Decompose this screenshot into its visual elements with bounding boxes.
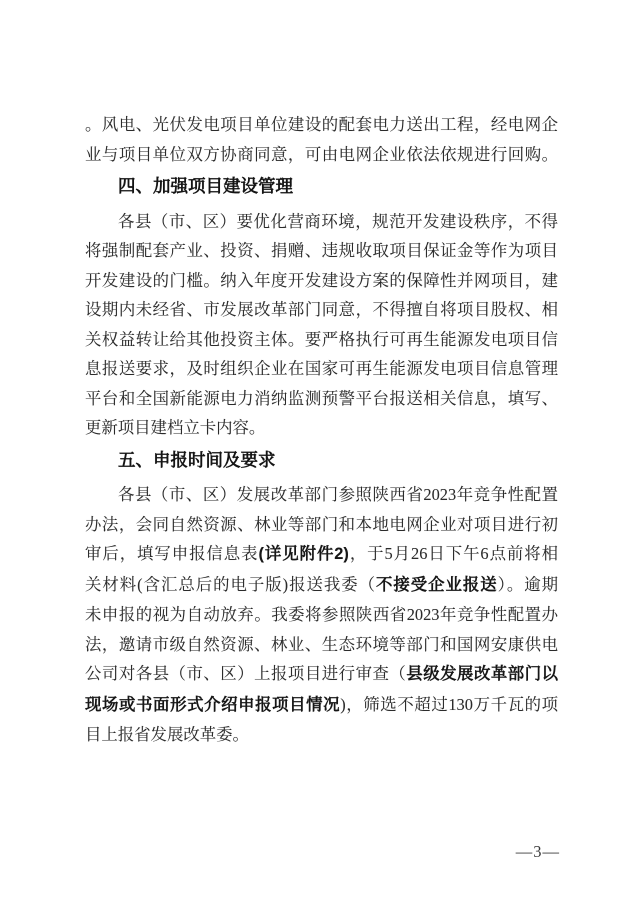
text-run: 法，邀请市级自然资源、林业、生态环境等部门和国网安康供电 [85,634,558,654]
text-line [85,295,558,325]
text-line [85,384,558,414]
text-run: 关权益转让给其他投资主体。要严格执行可再生能源发电项目信 [85,329,558,349]
text-run: ，于5月26日下午6点前将相 [348,544,559,563]
text-line [85,110,558,140]
bold-text-run: 县级发展改革部门以 [406,665,559,683]
text-run: 开发建设的门槛。纳入年度开发建设方案的保障性并网项目，建 [85,270,558,290]
paragraph [85,110,558,169]
text-run: 将强制配套产业、投资、捐赠、违规收取项目保证金等作为项目 [85,241,558,260]
text-line [85,720,558,750]
text-run: 关材料(含汇总后的电子版)报送我委（ [85,574,376,594]
text-run: 业与项目单位双方协商同意，可由电网企业依法依规进行回购。 [85,144,558,164]
page-number: —3— [515,842,560,861]
section-heading: 五、申报时间及要求 [118,449,276,470]
text-line [85,354,558,384]
text-line [85,690,558,721]
text-run: 审后，填写申报信息表 [85,544,259,563]
text-line [85,236,558,266]
text-run: 目上报省发展改革委。 [85,725,249,744]
text-line [85,510,558,540]
text-run: 设期内未经省、市发展改革部门同意，不得擅自将项目股权、相 [85,300,558,319]
text-line [85,140,558,170]
paragraph [85,207,558,443]
paragraph [85,480,558,750]
text-line [85,570,558,601]
text-line [85,480,558,510]
text-run: 。风电、光伏发电项目单位建设的配套电力送出工程，经电网企 [85,115,558,134]
text-line [85,539,558,570]
text-run: 各县（市、区）发展改革部门参照陕西省2023年竞争性配置 [118,485,558,504]
text-run: 公司对各县（市、区）上报项目进行审查（ [85,664,407,683]
text-line [85,266,558,296]
text-run: ）。逾期 [497,574,559,594]
document-content [85,110,558,750]
text-run: )，筛选不超过130万千瓦的项 [340,694,559,714]
bold-text-run: 现场或书面形式介绍申报项目情况 [85,695,341,714]
text-line [85,413,558,443]
text-line [85,325,558,355]
text-run: 办法，会同自然资源、林业等部门和本地电网企业对项目进行初 [85,514,558,534]
text-run: 息报送要求，及时组织企业在国家可再生能源发电项目信息管理 [85,359,558,378]
text-run: 未申报的视为自动放弃。我委将参照陕西省2023年竞争性配置办 [85,605,558,624]
text-line [85,207,558,237]
text-run: 平台和全国新能源电力消纳监测预警平台报送相关信息，填写、 [85,388,558,408]
bold-text-run: 不接受企业报送 [376,575,498,594]
text-run: 各县（市、区）要优化营商环境，规范开发建设秩序，不得 [118,211,558,231]
text-run: 更新项目建档立卡内容。 [85,418,266,437]
bold-text-run: (详见附件2) [258,545,349,563]
text-line [85,600,558,630]
section-heading: 四、加强项目建设管理 [118,176,293,196]
text-line [85,630,558,660]
text-line [85,659,558,690]
